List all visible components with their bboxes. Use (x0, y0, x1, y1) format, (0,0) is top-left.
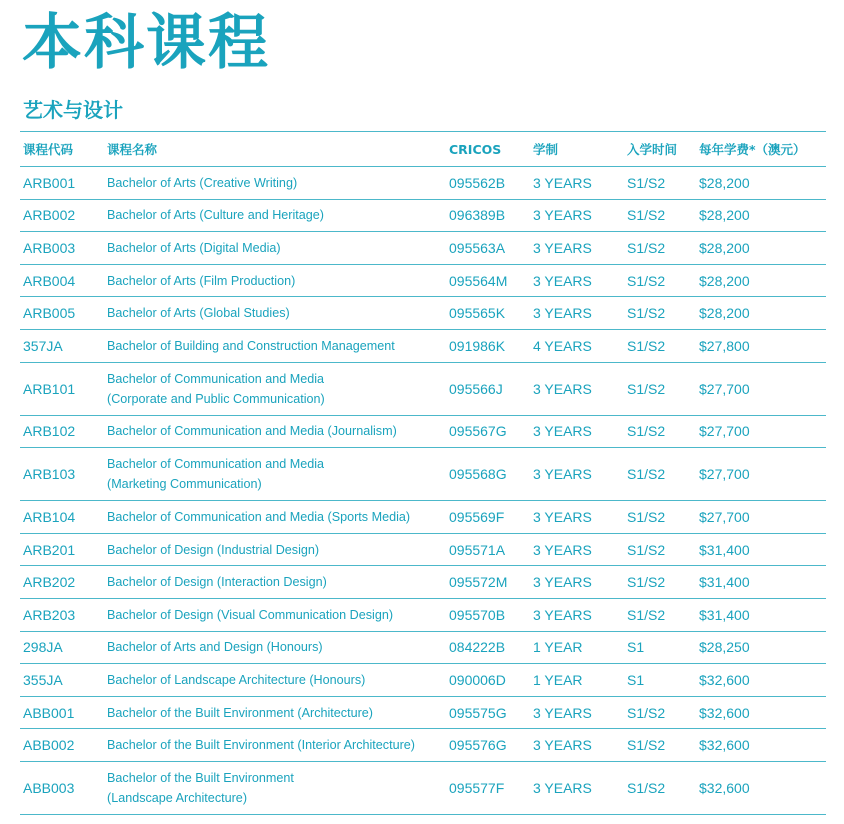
course-code-cell: ARB203 (20, 598, 104, 631)
duration-cell: 1 YEAR (530, 664, 624, 697)
fee-cell: $32,600 (696, 664, 826, 697)
intake-cell: S1/S2 (624, 501, 696, 534)
cricos-cell: 095568G (446, 448, 530, 501)
duration-cell: 3 YEARS (530, 566, 624, 599)
fee-cell: $32,600 (696, 696, 826, 729)
course-name-line: Bachelor of Building and Construction Management (107, 338, 395, 353)
cricos-cell: 095577F (446, 761, 530, 814)
table-row (20, 533, 826, 566)
course-name-cell (104, 329, 446, 362)
header-cricos: CRICOS (446, 132, 530, 167)
intake-cell: S1/S2 (624, 297, 696, 330)
course-name-line: Bachelor of Arts (Film Production) (107, 273, 296, 288)
course-name-line: Bachelor of the Built Environment (Interior Architecture) (107, 738, 415, 753)
course-code-cell: ARB003 (20, 232, 104, 265)
course-name-cell (104, 729, 446, 762)
course-name-cell (104, 761, 446, 814)
duration-cell: 3 YEARS (530, 362, 624, 415)
cricos-cell: 095562B (446, 167, 530, 200)
course-code-cell: ABB002 (20, 729, 104, 762)
table-row (20, 729, 826, 762)
fee-cell: $28,200 (696, 167, 826, 200)
table-row (20, 329, 826, 362)
course-name-line: Bachelor of the Built Environment (Architecture) (107, 705, 373, 720)
header-course-name: 课程名称 (104, 132, 446, 167)
intake-cell: S1/S2 (624, 329, 696, 362)
table-row (20, 362, 826, 415)
table-header-row (20, 132, 826, 167)
duration-cell: 3 YEARS (530, 199, 624, 232)
table-row (20, 415, 826, 448)
table-row (20, 566, 826, 599)
intake-cell: S1/S2 (624, 232, 696, 265)
table-row (20, 199, 826, 232)
duration-cell: 3 YEARS (530, 761, 624, 814)
fee-cell: $28,200 (696, 232, 826, 265)
fee-cell: $32,600 (696, 729, 826, 762)
cricos-cell: 095571A (446, 533, 530, 566)
course-name-cell (104, 631, 446, 664)
cricos-cell: 095570B (446, 598, 530, 631)
table-row (20, 501, 826, 534)
duration-cell: 3 YEARS (530, 415, 624, 448)
fee-cell: $31,400 (696, 566, 826, 599)
fee-cell: $27,700 (696, 448, 826, 501)
duration-cell: 3 YEARS (530, 696, 624, 729)
course-name-cell (104, 501, 446, 534)
cricos-cell: 095563A (446, 232, 530, 265)
course-name-cell (104, 448, 446, 501)
course-name-cell (104, 232, 446, 265)
course-name-cell (104, 167, 446, 200)
duration-cell: 3 YEARS (530, 264, 624, 297)
table-row (20, 696, 826, 729)
course-code-cell: ARB103 (20, 448, 104, 501)
course-name-line: Bachelor of Arts (Digital Media) (107, 240, 281, 255)
duration-cell: 3 YEARS (530, 598, 624, 631)
course-name-line: (Corporate and Public Communication) (107, 391, 325, 406)
duration-cell: 3 YEARS (530, 232, 624, 265)
table-row (20, 664, 826, 697)
intake-cell: S1/S2 (624, 566, 696, 599)
cricos-cell: 095567G (446, 415, 530, 448)
cricos-cell: 090006D (446, 664, 530, 697)
course-name-cell (104, 566, 446, 599)
table-row (20, 167, 826, 200)
cricos-cell: 095576G (446, 729, 530, 762)
course-name-line: Bachelor of Arts (Culture and Heritage) (107, 208, 324, 223)
course-code-cell: ABB001 (20, 696, 104, 729)
table-row (20, 264, 826, 297)
course-code-cell: ARB104 (20, 501, 104, 534)
course-name-line: Bachelor of Arts (Global Studies) (107, 306, 290, 321)
page-title: 本科课程 (22, 8, 270, 78)
intake-cell: S1/S2 (624, 362, 696, 415)
course-code-cell: 355JA (20, 664, 104, 697)
table-row (20, 448, 826, 501)
course-name-cell (104, 199, 446, 232)
cricos-cell: 084222B (446, 631, 530, 664)
header-intake: 入学时间 (624, 132, 696, 167)
course-name-cell (104, 696, 446, 729)
header-course-code: 课程代码 (20, 132, 104, 167)
intake-cell: S1/S2 (624, 264, 696, 297)
course-name-line: Bachelor of Design (Industrial Design) (107, 542, 320, 557)
fee-cell: $28,200 (696, 199, 826, 232)
course-code-cell: ABB003 (20, 761, 104, 814)
course-name-line: (Landscape Architecture) (107, 790, 248, 805)
course-name-line: (Marketing Communication) (107, 477, 262, 492)
course-name-cell (104, 297, 446, 330)
duration-cell: 3 YEARS (530, 533, 624, 566)
table-row (20, 761, 826, 814)
cricos-cell: 095565K (446, 297, 530, 330)
course-name-cell (104, 362, 446, 415)
cricos-cell: 096389B (446, 199, 530, 232)
course-code-cell: 357JA (20, 329, 104, 362)
intake-cell: S1/S2 (624, 167, 696, 200)
course-name-line: Bachelor of Arts and Design (Honours) (107, 640, 323, 655)
course-name-cell (104, 264, 446, 297)
duration-cell: 3 YEARS (530, 729, 624, 762)
course-code-cell: ARB202 (20, 566, 104, 599)
intake-cell: S1/S2 (624, 761, 696, 814)
course-code-cell: ARB201 (20, 533, 104, 566)
intake-cell: S1/S2 (624, 415, 696, 448)
duration-cell: 3 YEARS (530, 167, 624, 200)
table-row (20, 297, 826, 330)
cricos-cell: 095572M (446, 566, 530, 599)
course-name-cell (104, 533, 446, 566)
duration-cell: 1 YEAR (530, 631, 624, 664)
course-code-cell: ARB004 (20, 264, 104, 297)
header-duration: 学制 (530, 132, 624, 167)
course-name-line: Bachelor of Communication and Media (Journalism) (107, 424, 397, 439)
cricos-cell: 095566J (446, 362, 530, 415)
fee-cell: $27,700 (696, 362, 826, 415)
course-name-line: Bachelor of Communication and Media (107, 371, 325, 386)
duration-cell: 3 YEARS (530, 501, 624, 534)
course-name-line: Bachelor of Landscape Architecture (Honours) (107, 672, 366, 687)
intake-cell: S1/S2 (624, 199, 696, 232)
table-row (20, 598, 826, 631)
course-code-cell: ARB005 (20, 297, 104, 330)
fee-cell: $28,250 (696, 631, 826, 664)
duration-cell: 4 YEARS (530, 329, 624, 362)
intake-cell: S1 (624, 664, 696, 697)
intake-cell: S1/S2 (624, 598, 696, 631)
fee-cell: $32,600 (696, 761, 826, 814)
intake-cell: S1/S2 (624, 696, 696, 729)
course-name-line: Bachelor of Arts (Creative Writing) (107, 175, 298, 190)
course-code-cell: ARB001 (20, 167, 104, 200)
course-code-cell: ARB101 (20, 362, 104, 415)
cricos-cell: 095564M (446, 264, 530, 297)
table-row (20, 232, 826, 265)
intake-cell: S1 (624, 631, 696, 664)
course-code-cell: 298JA (20, 631, 104, 664)
course-table (20, 131, 826, 815)
cricos-cell: 091986K (446, 329, 530, 362)
course-name-cell (104, 664, 446, 697)
cricos-cell: 095569F (446, 501, 530, 534)
cricos-cell: 095575G (446, 696, 530, 729)
intake-cell: S1/S2 (624, 729, 696, 762)
table-row (20, 631, 826, 664)
fee-cell: $31,400 (696, 598, 826, 631)
course-name-line: Bachelor of Design (Interaction Design) (107, 575, 327, 590)
duration-cell: 3 YEARS (530, 297, 624, 330)
course-code-cell: ARB102 (20, 415, 104, 448)
course-name-line: Bachelor of Communication and Media (107, 457, 325, 472)
section-title: 艺术与设计 (23, 98, 123, 122)
fee-cell: $28,200 (696, 297, 826, 330)
table-body (20, 167, 826, 815)
fee-cell: $28,200 (696, 264, 826, 297)
duration-cell: 3 YEARS (530, 448, 624, 501)
fee-cell: $27,700 (696, 415, 826, 448)
course-name-line: Bachelor of the Built Environment (107, 770, 294, 785)
course-code-cell: ARB002 (20, 199, 104, 232)
course-name-line: Bachelor of Communication and Media (Sports Media) (107, 509, 411, 524)
fee-cell: $31,400 (696, 533, 826, 566)
course-name-cell (104, 415, 446, 448)
intake-cell: S1/S2 (624, 533, 696, 566)
intake-cell: S1/S2 (624, 448, 696, 501)
course-name-line: Bachelor of Design (Visual Communication Design) (107, 607, 394, 622)
fee-cell: $27,800 (696, 329, 826, 362)
course-name-cell (104, 598, 446, 631)
header-annual-fee: 每年学费*（澳元） (696, 132, 826, 167)
fee-cell: $27,700 (696, 501, 826, 534)
